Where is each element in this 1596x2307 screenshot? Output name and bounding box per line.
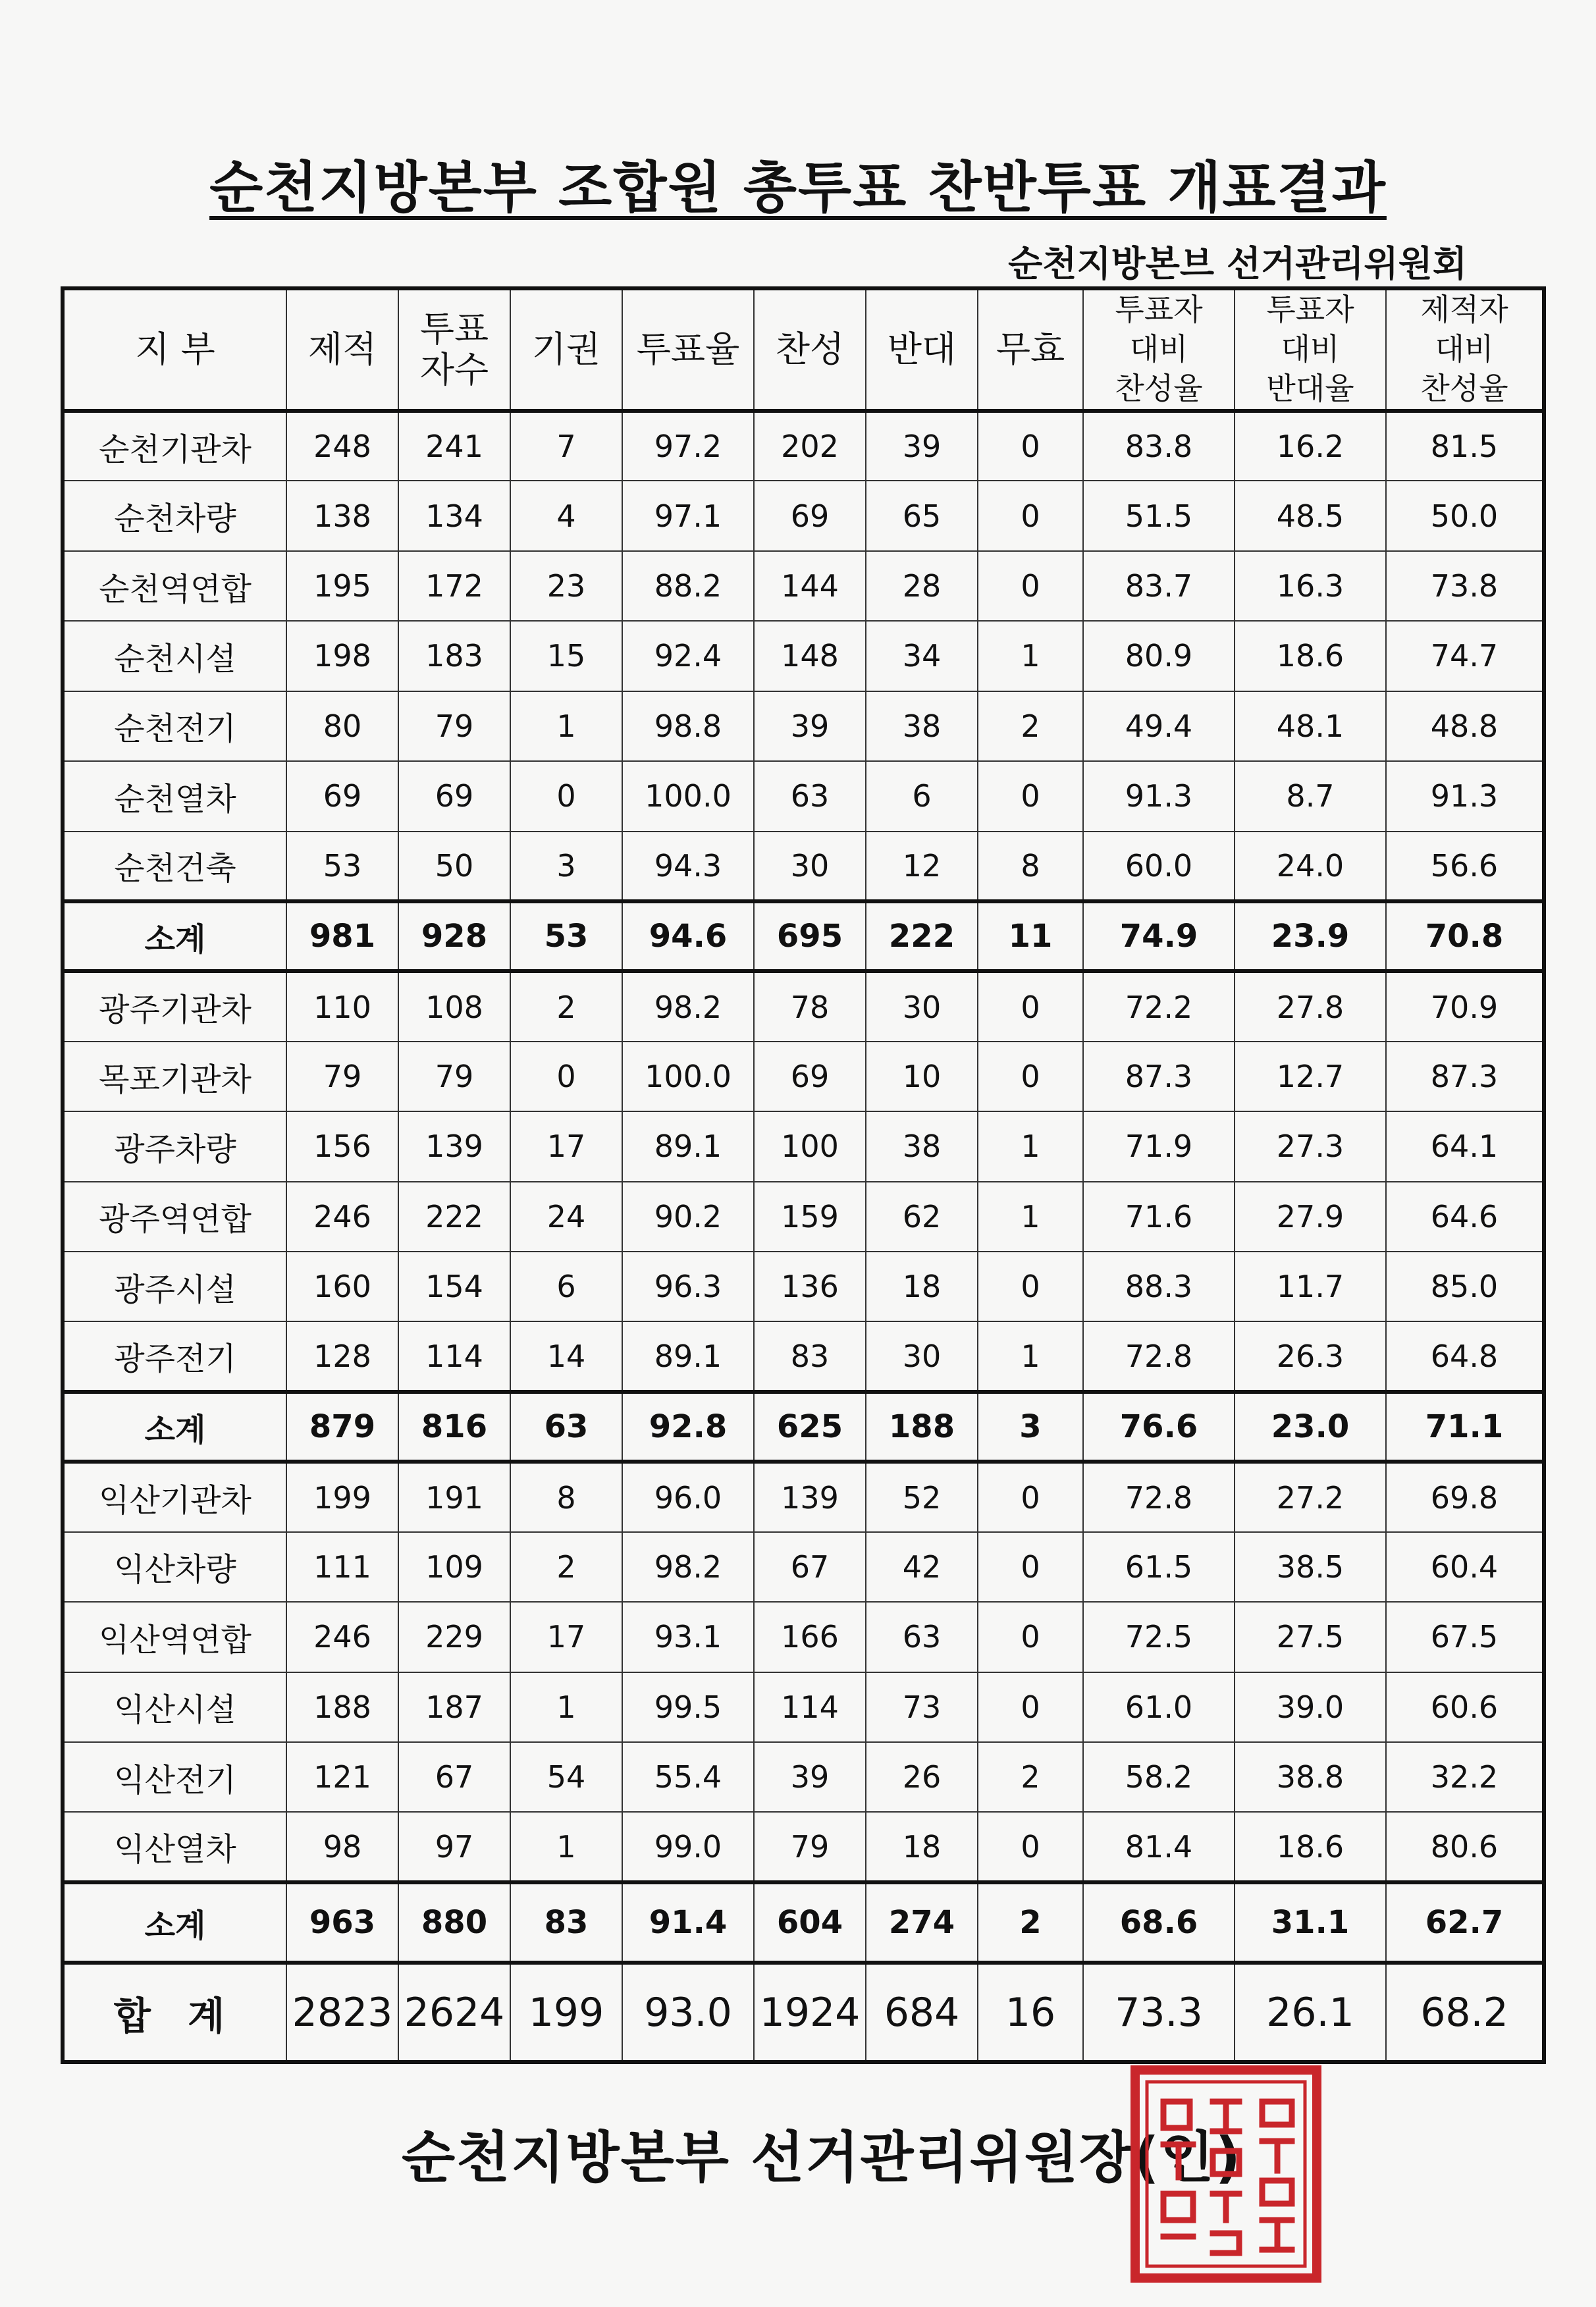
cell-no: 63 bbox=[866, 1602, 978, 1672]
cell-yes-rate-enrolled: 74.7 bbox=[1386, 621, 1544, 691]
cell-no: 42 bbox=[866, 1532, 978, 1602]
cell-voters: 67 bbox=[398, 1742, 510, 1812]
cell-no: 38 bbox=[866, 691, 978, 761]
cell-no: 18 bbox=[866, 1812, 978, 1882]
cell-yes-rate-enrolled: 91.3 bbox=[1386, 761, 1544, 831]
cell-no: 52 bbox=[866, 1462, 978, 1531]
cell-abstain: 0 bbox=[510, 761, 622, 831]
cell-yes-rate-enrolled: 32.2 bbox=[1386, 1742, 1544, 1812]
cell-branch: 광주기관차 bbox=[63, 971, 286, 1041]
cell-branch: 익산기관차 bbox=[63, 1462, 286, 1531]
cell-branch: 광주역연합 bbox=[63, 1182, 286, 1252]
cell-yes: 30 bbox=[754, 832, 866, 901]
cell-voters: 222 bbox=[398, 1182, 510, 1252]
cell-abstain: 7 bbox=[510, 411, 622, 481]
cell-voters: 139 bbox=[398, 1111, 510, 1181]
cell-no-rate-voters: 27.2 bbox=[1235, 1462, 1386, 1531]
cell-yes-rate-voters: 61.5 bbox=[1083, 1532, 1235, 1602]
header-voters bbox=[398, 288, 510, 411]
cell-invalid: 1 bbox=[978, 1182, 1083, 1252]
cell-enrolled: 69 bbox=[286, 761, 398, 831]
table-row bbox=[63, 1252, 1544, 1321]
cell-no-rate-voters: 38.8 bbox=[1235, 1742, 1386, 1812]
cell-voters: 108 bbox=[398, 971, 510, 1041]
cell-yes-rate-enrolled: 62.7 bbox=[1386, 1882, 1544, 1963]
cell-yes-rate-voters: 60.0 bbox=[1083, 832, 1235, 901]
cell-yes-rate-voters: 72.2 bbox=[1083, 971, 1235, 1041]
cell-yes-rate-voters: 58.2 bbox=[1083, 1742, 1235, 1812]
cell-yes-rate-voters: 68.6 bbox=[1083, 1882, 1235, 1963]
cell-abstain: 199 bbox=[510, 1963, 622, 2062]
cell-yes: 159 bbox=[754, 1182, 866, 1252]
cell-no-rate-voters: 48.1 bbox=[1235, 691, 1386, 761]
cell-no-rate-voters: 16.2 bbox=[1235, 411, 1386, 481]
cell-turnout: 99.0 bbox=[622, 1812, 754, 1882]
cell-yes-rate-voters: 81.4 bbox=[1083, 1812, 1235, 1882]
header-invalid: 무효 bbox=[978, 288, 1083, 411]
cell-turnout: 89.1 bbox=[622, 1321, 754, 1391]
table-row bbox=[63, 1042, 1544, 1111]
cell-no-rate-voters: 24.0 bbox=[1235, 832, 1386, 901]
cell-no: 222 bbox=[866, 901, 978, 971]
cell-no-rate-voters: 26.1 bbox=[1235, 1963, 1386, 2062]
cell-yes-rate-enrolled: 80.6 bbox=[1386, 1812, 1544, 1882]
cell-invalid: 1 bbox=[978, 1321, 1083, 1391]
cell-voters: 187 bbox=[398, 1672, 510, 1742]
cell-invalid: 0 bbox=[978, 1812, 1083, 1882]
cell-abstain: 23 bbox=[510, 551, 622, 621]
table-row bbox=[63, 621, 1544, 691]
cell-no: 188 bbox=[866, 1392, 978, 1462]
cell-abstain: 2 bbox=[510, 1532, 622, 1602]
cell-enrolled: 188 bbox=[286, 1672, 398, 1742]
results-table bbox=[61, 286, 1546, 2064]
subtotal-row bbox=[63, 1392, 1544, 1462]
cell-no-rate-voters: 12.7 bbox=[1235, 1042, 1386, 1111]
cell-turnout: 93.1 bbox=[622, 1602, 754, 1672]
cell-no-rate-voters: 18.6 bbox=[1235, 1812, 1386, 1882]
cell-branch: 소계 bbox=[63, 1392, 286, 1462]
cell-abstain: 53 bbox=[510, 901, 622, 971]
cell-no-rate-voters: 27.3 bbox=[1235, 1111, 1386, 1181]
cell-abstain: 3 bbox=[510, 832, 622, 901]
cell-enrolled: 246 bbox=[286, 1602, 398, 1672]
cell-turnout: 96.0 bbox=[622, 1462, 754, 1531]
cell-turnout: 89.1 bbox=[622, 1111, 754, 1181]
cell-yes: 139 bbox=[754, 1462, 866, 1531]
cell-invalid: 3 bbox=[978, 1392, 1083, 1462]
cell-yes-rate-voters: 71.6 bbox=[1083, 1182, 1235, 1252]
cell-enrolled: 156 bbox=[286, 1111, 398, 1181]
cell-abstain: 24 bbox=[510, 1182, 622, 1252]
cell-enrolled: 2823 bbox=[286, 1963, 398, 2062]
cell-branch: 순천기관차 bbox=[63, 411, 286, 481]
cell-invalid: 1 bbox=[978, 621, 1083, 691]
cell-yes-rate-voters: 74.9 bbox=[1083, 901, 1235, 971]
cell-branch: 익산전기 bbox=[63, 1742, 286, 1812]
cell-turnout: 55.4 bbox=[622, 1742, 754, 1812]
table-row bbox=[63, 971, 1544, 1041]
cell-no-rate-voters: 39.0 bbox=[1235, 1672, 1386, 1742]
cell-yes-rate-voters: 72.8 bbox=[1083, 1321, 1235, 1391]
cell-abstain: 1 bbox=[510, 1812, 622, 1882]
cell-turnout: 97.2 bbox=[622, 411, 754, 481]
cell-enrolled: 160 bbox=[286, 1252, 398, 1321]
table-row bbox=[63, 832, 1544, 901]
cell-abstain: 1 bbox=[510, 691, 622, 761]
cell-yes-rate-voters: 72.5 bbox=[1083, 1602, 1235, 1672]
cell-voters: 241 bbox=[398, 411, 510, 481]
cell-yes-rate-voters: 51.5 bbox=[1083, 481, 1235, 550]
cell-invalid: 0 bbox=[978, 411, 1083, 481]
cell-turnout: 99.5 bbox=[622, 1672, 754, 1742]
cell-no: 6 bbox=[866, 761, 978, 831]
cell-yes-rate-voters: 61.0 bbox=[1083, 1672, 1235, 1742]
cell-enrolled: 981 bbox=[286, 901, 398, 971]
cell-yes-rate-enrolled: 69.8 bbox=[1386, 1462, 1544, 1531]
cell-branch: 순천전기 bbox=[63, 691, 286, 761]
cell-abstain: 83 bbox=[510, 1882, 622, 1963]
cell-yes-rate-enrolled: 68.2 bbox=[1386, 1963, 1544, 2062]
cell-no: 34 bbox=[866, 621, 978, 691]
cell-turnout: 91.4 bbox=[622, 1882, 754, 1963]
cell-turnout: 92.8 bbox=[622, 1392, 754, 1462]
results-body bbox=[63, 411, 1544, 2062]
cell-yes: 78 bbox=[754, 971, 866, 1041]
cell-enrolled: 53 bbox=[286, 832, 398, 901]
header-yes-rate-enrolled-text: 제적자 대비 찬성율 bbox=[1420, 292, 1508, 406]
cell-no: 684 bbox=[866, 1963, 978, 2062]
cell-branch: 합 계 bbox=[63, 1963, 286, 2062]
cell-no-rate-voters: 11.7 bbox=[1235, 1252, 1386, 1321]
cell-voters: 79 bbox=[398, 1042, 510, 1111]
table-row bbox=[63, 691, 1544, 761]
cell-yes: 79 bbox=[754, 1812, 866, 1882]
cell-yes: 114 bbox=[754, 1672, 866, 1742]
cell-enrolled: 98 bbox=[286, 1812, 398, 1882]
cell-invalid: 16 bbox=[978, 1963, 1083, 2062]
header-enrolled: 제적 bbox=[286, 288, 398, 411]
cell-invalid: 2 bbox=[978, 691, 1083, 761]
cell-abstain: 15 bbox=[510, 621, 622, 691]
table-row bbox=[63, 1602, 1544, 1672]
cell-invalid: 0 bbox=[978, 1462, 1083, 1531]
header-no-rate-voters-text: 투표자 대비 반대율 bbox=[1266, 292, 1354, 406]
header-abstain: 기권 bbox=[510, 288, 622, 411]
cell-no: 73 bbox=[866, 1672, 978, 1742]
cell-enrolled: 195 bbox=[286, 551, 398, 621]
cell-yes: 67 bbox=[754, 1532, 866, 1602]
cell-yes: 695 bbox=[754, 901, 866, 971]
cell-voters: 50 bbox=[398, 832, 510, 901]
cell-no-rate-voters: 26.3 bbox=[1235, 1321, 1386, 1391]
cell-abstain: 17 bbox=[510, 1111, 622, 1181]
cell-enrolled: 198 bbox=[286, 621, 398, 691]
cell-no: 18 bbox=[866, 1252, 978, 1321]
cell-voters: 69 bbox=[398, 761, 510, 831]
cell-abstain: 54 bbox=[510, 1742, 622, 1812]
cell-voters: 183 bbox=[398, 621, 510, 691]
cell-no: 28 bbox=[866, 551, 978, 621]
cell-yes-rate-enrolled: 81.5 bbox=[1386, 411, 1544, 481]
table-row bbox=[63, 411, 1544, 481]
cell-yes-rate-enrolled: 64.6 bbox=[1386, 1182, 1544, 1252]
cell-turnout: 97.1 bbox=[622, 481, 754, 550]
cell-invalid: 0 bbox=[978, 1672, 1083, 1742]
cell-turnout: 94.3 bbox=[622, 832, 754, 901]
cell-invalid: 0 bbox=[978, 551, 1083, 621]
cell-branch: 순천차량 bbox=[63, 481, 286, 550]
header-voters-text: 투표 자수 bbox=[419, 307, 489, 390]
cell-yes-rate-enrolled: 70.9 bbox=[1386, 971, 1544, 1041]
cell-no-rate-voters: 27.8 bbox=[1235, 971, 1386, 1041]
cell-invalid: 0 bbox=[978, 971, 1083, 1041]
cell-abstain: 14 bbox=[510, 1321, 622, 1391]
page-title-text: 순천지방본부 조합원 총투표 찬반투표 개표결과 bbox=[209, 155, 1387, 220]
cell-enrolled: 121 bbox=[286, 1742, 398, 1812]
header-turnout: 투표율 bbox=[622, 288, 754, 411]
cell-branch: 소계 bbox=[63, 1882, 286, 1963]
cell-voters: 928 bbox=[398, 901, 510, 971]
cell-invalid: 2 bbox=[978, 1882, 1083, 1963]
cell-no: 39 bbox=[866, 411, 978, 481]
table-row bbox=[63, 1321, 1544, 1391]
cell-no-rate-voters: 27.9 bbox=[1235, 1182, 1386, 1252]
cell-no: 26 bbox=[866, 1742, 978, 1812]
cell-no: 38 bbox=[866, 1111, 978, 1181]
cell-enrolled: 128 bbox=[286, 1321, 398, 1391]
cell-voters: 114 bbox=[398, 1321, 510, 1391]
cell-invalid: 0 bbox=[978, 1602, 1083, 1672]
cell-yes-rate-enrolled: 56.6 bbox=[1386, 832, 1544, 901]
cell-yes: 604 bbox=[754, 1882, 866, 1963]
cell-voters: 191 bbox=[398, 1462, 510, 1531]
cell-turnout: 94.6 bbox=[622, 901, 754, 971]
header-no-rate-voters bbox=[1235, 288, 1386, 411]
cell-invalid: 0 bbox=[978, 481, 1083, 550]
cell-yes: 1924 bbox=[754, 1963, 866, 2062]
cell-no: 274 bbox=[866, 1882, 978, 1963]
cell-no-rate-voters: 31.1 bbox=[1235, 1882, 1386, 1963]
cell-yes-rate-enrolled: 67.5 bbox=[1386, 1602, 1544, 1672]
table-row bbox=[63, 481, 1544, 550]
table-row bbox=[63, 1812, 1544, 1882]
cell-enrolled: 246 bbox=[286, 1182, 398, 1252]
table-row bbox=[63, 551, 1544, 621]
cell-yes: 69 bbox=[754, 481, 866, 550]
official-seal bbox=[1127, 2062, 1325, 2286]
cell-turnout: 98.2 bbox=[622, 1532, 754, 1602]
cell-invalid: 0 bbox=[978, 1042, 1083, 1111]
cell-yes-rate-voters: 87.3 bbox=[1083, 1042, 1235, 1111]
cell-turnout: 92.4 bbox=[622, 621, 754, 691]
cell-yes: 63 bbox=[754, 761, 866, 831]
cell-branch: 익산차량 bbox=[63, 1532, 286, 1602]
cell-no-rate-voters: 23.9 bbox=[1235, 901, 1386, 971]
cell-no-rate-voters: 38.5 bbox=[1235, 1532, 1386, 1602]
cell-yes: 100 bbox=[754, 1111, 866, 1181]
cell-invalid: 0 bbox=[978, 1532, 1083, 1602]
cell-branch: 순천역연합 bbox=[63, 551, 286, 621]
cell-branch: 순천건축 bbox=[63, 832, 286, 901]
cell-voters: 154 bbox=[398, 1252, 510, 1321]
cell-no: 30 bbox=[866, 1321, 978, 1391]
header-no: 반대 bbox=[866, 288, 978, 411]
issuer-line: 순천지방본브 선거관리위원회 bbox=[1008, 243, 1467, 284]
subtotal-row bbox=[63, 901, 1544, 971]
cell-branch: 익산열차 bbox=[63, 1812, 286, 1882]
cell-yes: 202 bbox=[754, 411, 866, 481]
header-yes-rate-voters bbox=[1083, 288, 1235, 411]
table-row bbox=[63, 761, 1544, 831]
cell-yes-rate-voters: 91.3 bbox=[1083, 761, 1235, 831]
cell-abstain: 63 bbox=[510, 1392, 622, 1462]
cell-yes-rate-enrolled: 64.1 bbox=[1386, 1111, 1544, 1181]
footer-signature: 순천지방본부 선거관리위원장(인) bbox=[402, 2125, 1242, 2190]
cell-yes: 39 bbox=[754, 1742, 866, 1812]
cell-turnout: 98.2 bbox=[622, 971, 754, 1041]
cell-yes-rate-enrolled: 60.6 bbox=[1386, 1672, 1544, 1742]
cell-abstain: 8 bbox=[510, 1462, 622, 1531]
cell-yes-rate-enrolled: 64.8 bbox=[1386, 1321, 1544, 1391]
cell-yes: 166 bbox=[754, 1602, 866, 1672]
table-row bbox=[63, 1532, 1544, 1602]
cell-branch: 광주전기 bbox=[63, 1321, 286, 1391]
cell-enrolled: 110 bbox=[286, 971, 398, 1041]
cell-voters: 816 bbox=[398, 1392, 510, 1462]
cell-enrolled: 248 bbox=[286, 411, 398, 481]
header-row bbox=[63, 288, 1544, 411]
cell-no-rate-voters: 23.0 bbox=[1235, 1392, 1386, 1462]
cell-voters: 109 bbox=[398, 1532, 510, 1602]
cell-turnout: 100.0 bbox=[622, 761, 754, 831]
cell-no-rate-voters: 27.5 bbox=[1235, 1602, 1386, 1672]
header-yes: 찬성 bbox=[754, 288, 866, 411]
cell-abstain: 17 bbox=[510, 1602, 622, 1672]
cell-enrolled: 79 bbox=[286, 1042, 398, 1111]
cell-enrolled: 138 bbox=[286, 481, 398, 550]
cell-no: 10 bbox=[866, 1042, 978, 1111]
cell-branch: 익산시설 bbox=[63, 1672, 286, 1742]
cell-yes: 69 bbox=[754, 1042, 866, 1111]
cell-voters: 134 bbox=[398, 481, 510, 550]
cell-enrolled: 80 bbox=[286, 691, 398, 761]
total-row bbox=[63, 1963, 1544, 2062]
cell-branch: 목포기관차 bbox=[63, 1042, 286, 1111]
cell-turnout: 98.8 bbox=[622, 691, 754, 761]
cell-voters: 2624 bbox=[398, 1963, 510, 2062]
cell-enrolled: 879 bbox=[286, 1392, 398, 1462]
cell-no-rate-voters: 18.6 bbox=[1235, 621, 1386, 691]
cell-voters: 172 bbox=[398, 551, 510, 621]
cell-yes-rate-enrolled: 73.8 bbox=[1386, 551, 1544, 621]
cell-enrolled: 111 bbox=[286, 1532, 398, 1602]
cell-yes: 625 bbox=[754, 1392, 866, 1462]
header-yes-rate-enrolled bbox=[1386, 288, 1544, 411]
cell-turnout: 96.3 bbox=[622, 1252, 754, 1321]
header-branch: 지 부 bbox=[63, 288, 286, 411]
cell-no: 12 bbox=[866, 832, 978, 901]
cell-yes-rate-voters: 83.8 bbox=[1083, 411, 1235, 481]
cell-abstain: 4 bbox=[510, 481, 622, 550]
cell-invalid: 0 bbox=[978, 761, 1083, 831]
cell-no: 65 bbox=[866, 481, 978, 550]
page-title bbox=[0, 144, 1596, 223]
cell-voters: 97 bbox=[398, 1812, 510, 1882]
cell-yes-rate-enrolled: 85.0 bbox=[1386, 1252, 1544, 1321]
table-row bbox=[63, 1462, 1544, 1531]
cell-invalid: 0 bbox=[978, 1252, 1083, 1321]
table-row bbox=[63, 1111, 1544, 1181]
cell-branch: 광주시설 bbox=[63, 1252, 286, 1321]
cell-no-rate-voters: 16.3 bbox=[1235, 551, 1386, 621]
cell-enrolled: 199 bbox=[286, 1462, 398, 1531]
table-row bbox=[63, 1742, 1544, 1812]
cell-yes-rate-enrolled: 70.8 bbox=[1386, 901, 1544, 971]
cell-invalid: 1 bbox=[978, 1111, 1083, 1181]
cell-invalid: 2 bbox=[978, 1742, 1083, 1812]
cell-voters: 880 bbox=[398, 1882, 510, 1963]
cell-branch: 순천열차 bbox=[63, 761, 286, 831]
cell-no: 30 bbox=[866, 971, 978, 1041]
cell-voters: 229 bbox=[398, 1602, 510, 1672]
cell-yes-rate-enrolled: 48.8 bbox=[1386, 691, 1544, 761]
cell-abstain: 0 bbox=[510, 1042, 622, 1111]
cell-yes-rate-voters: 80.9 bbox=[1083, 621, 1235, 691]
cell-yes-rate-voters: 83.7 bbox=[1083, 551, 1235, 621]
cell-yes: 148 bbox=[754, 621, 866, 691]
cell-yes-rate-voters: 49.4 bbox=[1083, 691, 1235, 761]
table-row bbox=[63, 1672, 1544, 1742]
cell-enrolled: 963 bbox=[286, 1882, 398, 1963]
cell-yes-rate-voters: 76.6 bbox=[1083, 1392, 1235, 1462]
cell-no: 62 bbox=[866, 1182, 978, 1252]
cell-yes-rate-enrolled: 60.4 bbox=[1386, 1532, 1544, 1602]
cell-yes-rate-enrolled: 87.3 bbox=[1386, 1042, 1544, 1111]
cell-turnout: 90.2 bbox=[622, 1182, 754, 1252]
cell-turnout: 100.0 bbox=[622, 1042, 754, 1111]
cell-yes-rate-enrolled: 50.0 bbox=[1386, 481, 1544, 550]
cell-branch: 소계 bbox=[63, 901, 286, 971]
cell-no-rate-voters: 48.5 bbox=[1235, 481, 1386, 550]
cell-turnout: 88.2 bbox=[622, 551, 754, 621]
cell-yes: 144 bbox=[754, 551, 866, 621]
cell-yes-rate-voters: 72.8 bbox=[1083, 1462, 1235, 1531]
cell-invalid: 11 bbox=[978, 901, 1083, 971]
cell-no-rate-voters: 8.7 bbox=[1235, 761, 1386, 831]
cell-abstain: 2 bbox=[510, 971, 622, 1041]
cell-yes: 136 bbox=[754, 1252, 866, 1321]
cell-abstain: 1 bbox=[510, 1672, 622, 1742]
cell-invalid: 8 bbox=[978, 832, 1083, 901]
cell-branch: 익산역연합 bbox=[63, 1602, 286, 1672]
cell-yes-rate-voters: 73.3 bbox=[1083, 1963, 1235, 2062]
cell-yes: 39 bbox=[754, 691, 866, 761]
header-yes-rate-voters-text: 투표자 대비 찬성율 bbox=[1115, 292, 1203, 406]
cell-branch: 순천시설 bbox=[63, 621, 286, 691]
cell-yes: 83 bbox=[754, 1321, 866, 1391]
cell-abstain: 6 bbox=[510, 1252, 622, 1321]
cell-yes-rate-voters: 71.9 bbox=[1083, 1111, 1235, 1181]
cell-yes-rate-voters: 88.3 bbox=[1083, 1252, 1235, 1321]
cell-voters: 79 bbox=[398, 691, 510, 761]
table-row bbox=[63, 1182, 1544, 1252]
cell-turnout: 93.0 bbox=[622, 1963, 754, 2062]
subtotal-row bbox=[63, 1882, 1544, 1963]
cell-yes-rate-enrolled: 71.1 bbox=[1386, 1392, 1544, 1462]
cell-branch: 광주차량 bbox=[63, 1111, 286, 1181]
